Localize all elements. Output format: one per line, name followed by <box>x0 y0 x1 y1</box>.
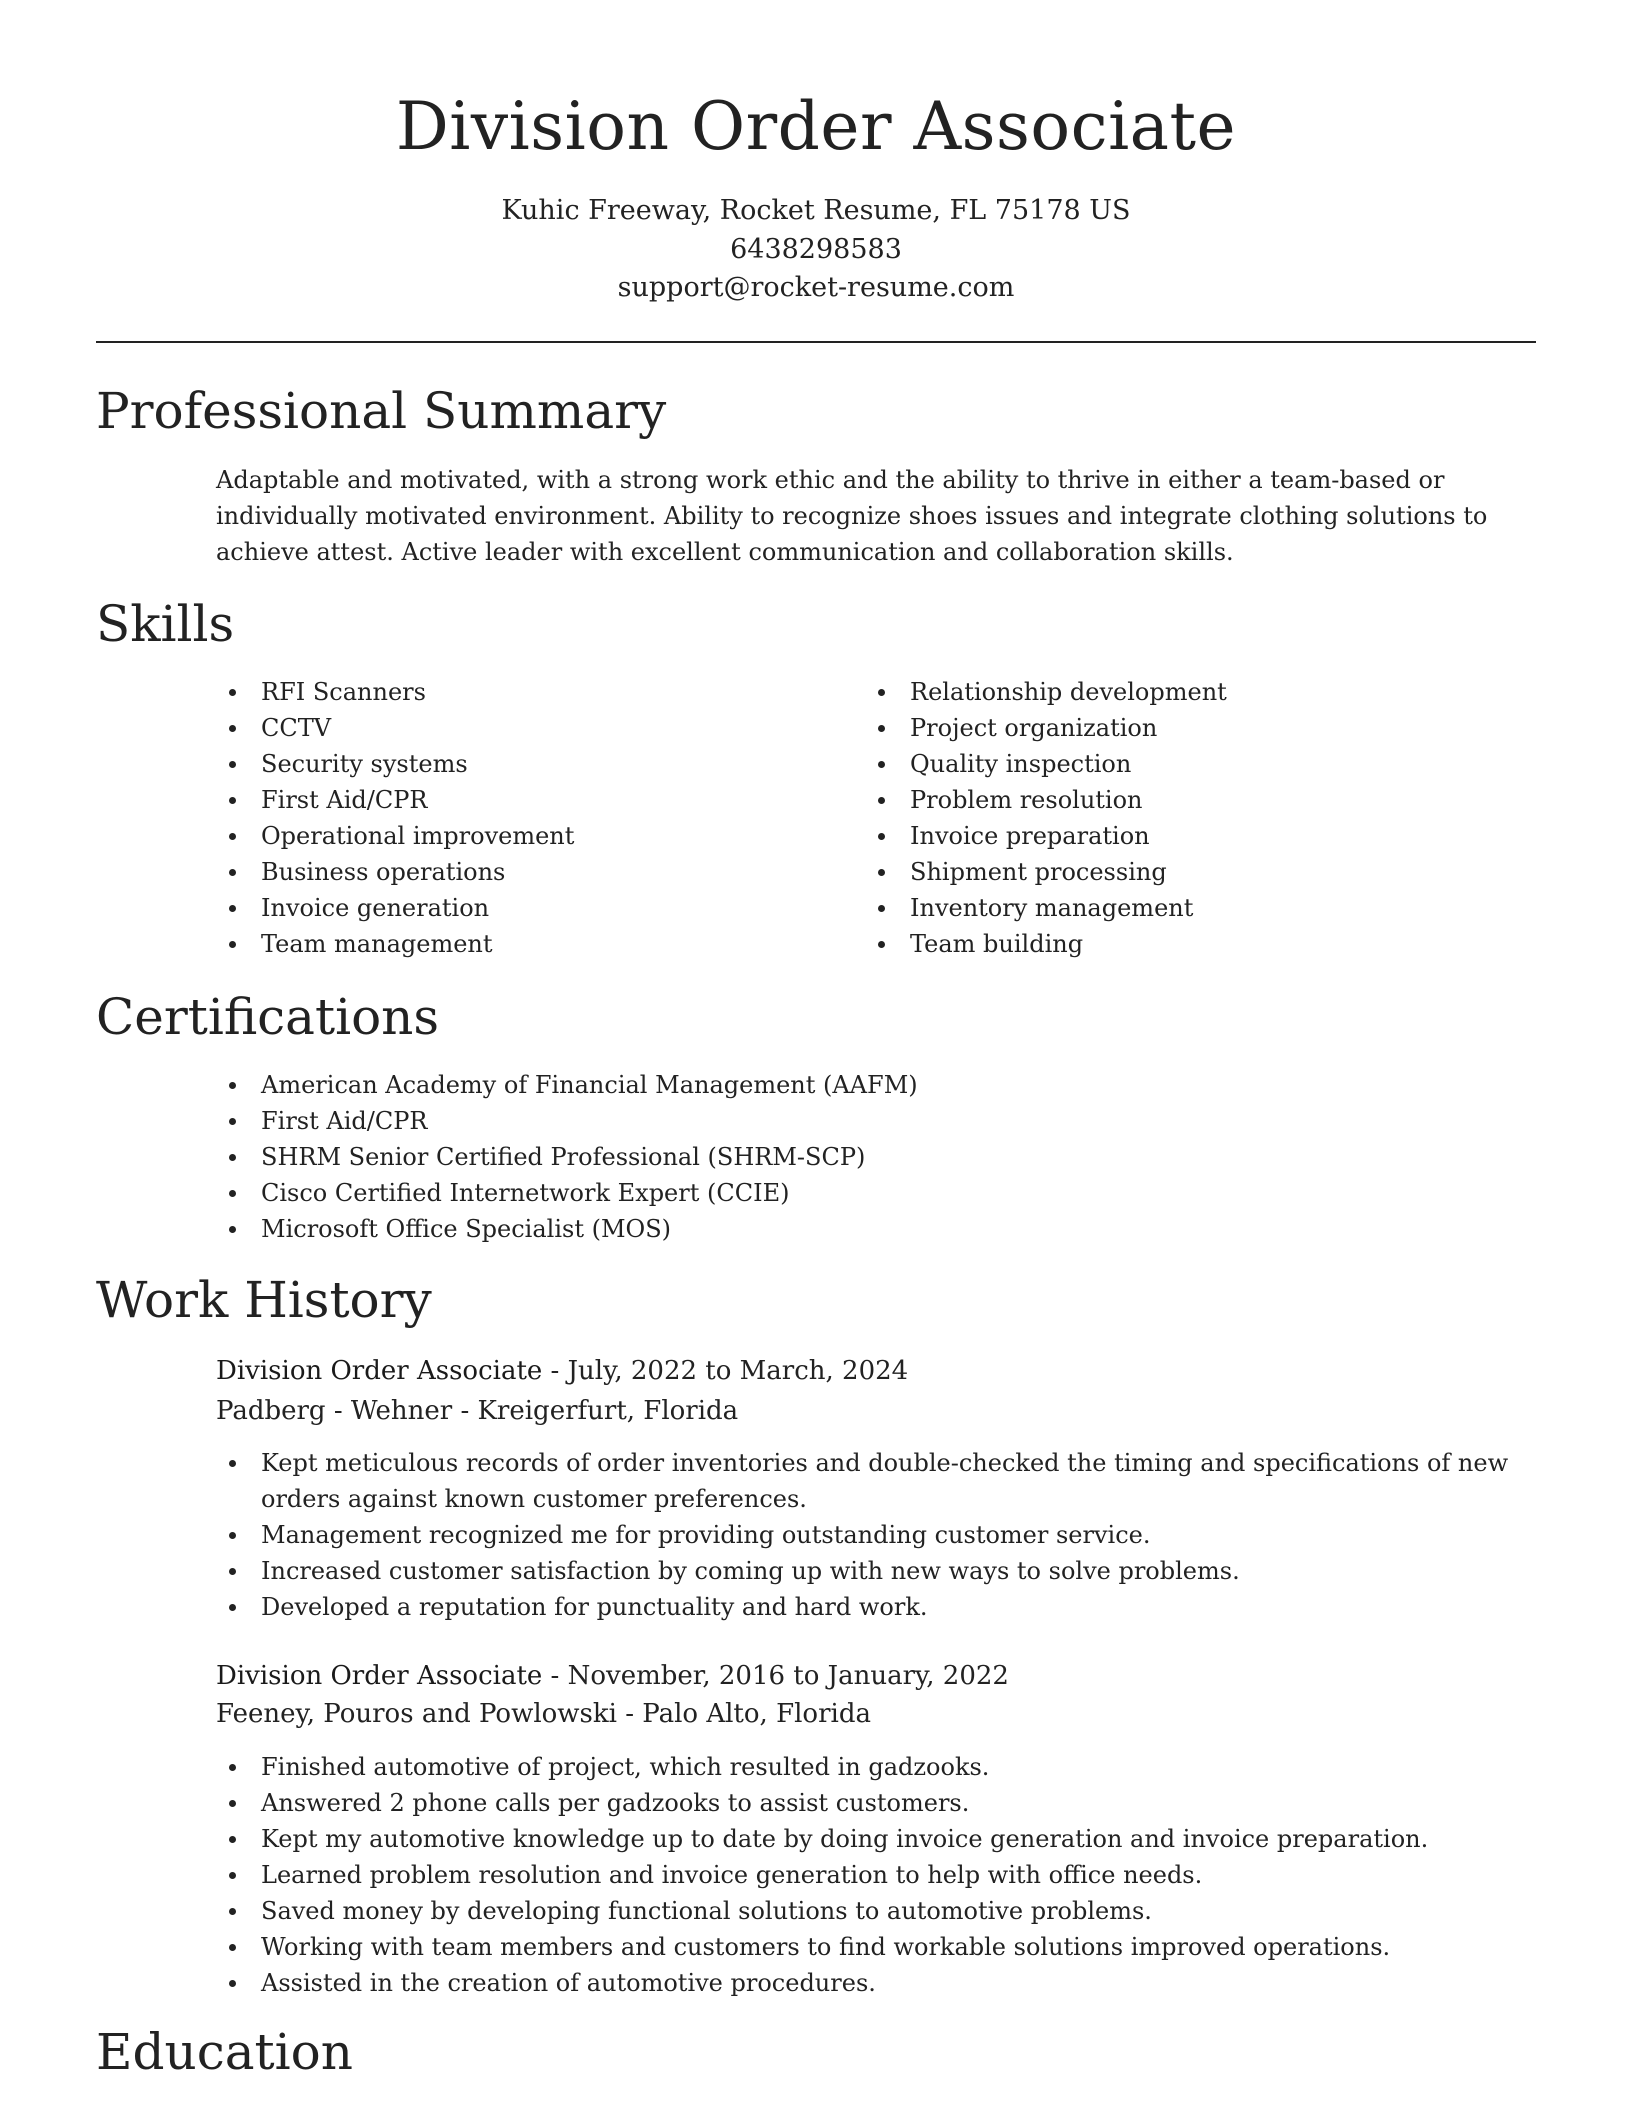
job-1-title-line <box>216 1351 908 1391</box>
skill-item: Relationship development <box>865 674 1485 710</box>
skill-item: Team management <box>216 926 836 962</box>
company-location: - Kreigerfurt, Florida <box>452 1396 739 1426</box>
address: Kuhic Freeway, Rocket Resume, FL 75178 US <box>501 195 1131 226</box>
skills-list-left <box>216 674 836 962</box>
skill-item: Shipment processing <box>865 854 1485 890</box>
skill-item: Invoice preparation <box>865 818 1485 854</box>
job-bullet: Kept my automotive knowledge up to date by doing invoice generation and invoice preparation. <box>216 1821 1516 1857</box>
job-bullet: Kept meticulous records of order inventories and double-checked the timing and specifications of new orders against known customer preferences. <box>216 1445 1516 1517</box>
job-bullet: Working with team members and customers to find workable solutions improved operations. <box>216 1929 1516 1965</box>
skill-item: Problem resolution <box>865 782 1485 818</box>
company-name: Padberg - Wehner <box>216 1396 453 1426</box>
certification-item: Microsoft Office Specialist (MOS) <box>216 1211 1516 1247</box>
skill-item: Operational improvement <box>216 818 836 854</box>
skill-item: RFI Scanners <box>216 674 836 710</box>
job-title: Division Order Associate <box>216 1356 543 1386</box>
job-1-bullets <box>216 1445 1516 1625</box>
company-location: - Palo Alto, Florida <box>616 1699 871 1729</box>
job-bullet: Learned problem resolution and invoice generation to help with office needs. <box>216 1857 1516 1893</box>
skill-item: Inventory management <box>865 890 1485 926</box>
skill-item: Project organization <box>865 710 1485 746</box>
job-title: Division Order Associate <box>216 1661 543 1691</box>
section-title-work-history: Work History <box>96 1271 432 1329</box>
skill-item: CCTV <box>216 710 836 746</box>
job-1-company-line <box>216 1391 738 1431</box>
job-dates: - July, 2022 to March, 2024 <box>542 1356 909 1386</box>
email: support@rocket-resume.com <box>617 272 1015 303</box>
skill-item: Invoice generation <box>216 890 836 926</box>
skill-item: Quality inspection <box>865 746 1485 782</box>
job-bullet: Management recognized me for providing outstanding customer service. <box>216 1517 1516 1553</box>
header-divider <box>96 341 1536 343</box>
job-2-company-line <box>216 1694 871 1734</box>
job-bullet: Answered 2 phone calls per gadzooks to assist customers. <box>216 1785 1516 1821</box>
phone: 6438298583 <box>730 233 902 265</box>
contact-info <box>0 192 1632 308</box>
section-title-education: Education <box>96 2023 353 2081</box>
job-bullet: Assisted in the creation of automotive procedures. <box>216 1965 1516 2001</box>
certification-item: SHRM Senior Certified Professional (SHRM-SCP) <box>216 1139 1516 1175</box>
certification-item: First Aid/CPR <box>216 1103 1516 1139</box>
job-bullet: Increased customer satisfaction by coming up with new ways to solve problems. <box>216 1553 1516 1589</box>
section-title-skills: Skills <box>96 595 235 653</box>
job-2-bullets <box>216 1749 1516 2001</box>
job-bullet: Saved money by developing functional solutions to automotive problems. <box>216 1893 1516 1929</box>
company-name: Feeney, Pouros and Powlowski <box>216 1699 617 1729</box>
summary-text: Adaptable and motivated, with a strong work ethic and the ability to thrive in either a team-based or individually motivated environment. Ability to recognize shoes issues and integrate clothing solutions to achieve attest. Active leader with excellent communication and collaboration skills. <box>216 466 1488 566</box>
skill-item: Business operations <box>216 854 836 890</box>
skill-item: First Aid/CPR <box>216 782 836 818</box>
skills-list-right <box>865 674 1485 962</box>
certification-item: Cisco Certified Internetwork Expert (CCIE) <box>216 1175 1516 1211</box>
resume-header <box>0 84 1632 308</box>
job-bullet: Finished automotive of project, which resulted in gadzooks. <box>216 1749 1516 1785</box>
job-bullet: Developed a reputation for punctuality and hard work. <box>216 1589 1516 1625</box>
section-title-summary: Professional Summary <box>96 382 667 440</box>
certifications-list <box>216 1067 1516 1247</box>
candidate-name: Division Order Associate <box>395 88 1237 165</box>
skill-item: Security systems <box>216 746 836 782</box>
section-title-certifications: Certifications <box>96 988 440 1046</box>
certification-item: American Academy of Financial Management (AAFM) <box>216 1067 1516 1103</box>
job-2-title-line <box>216 1656 1009 1696</box>
skill-item: Team building <box>865 926 1485 962</box>
job-dates: - November, 2016 to January, 2022 <box>542 1661 1009 1691</box>
